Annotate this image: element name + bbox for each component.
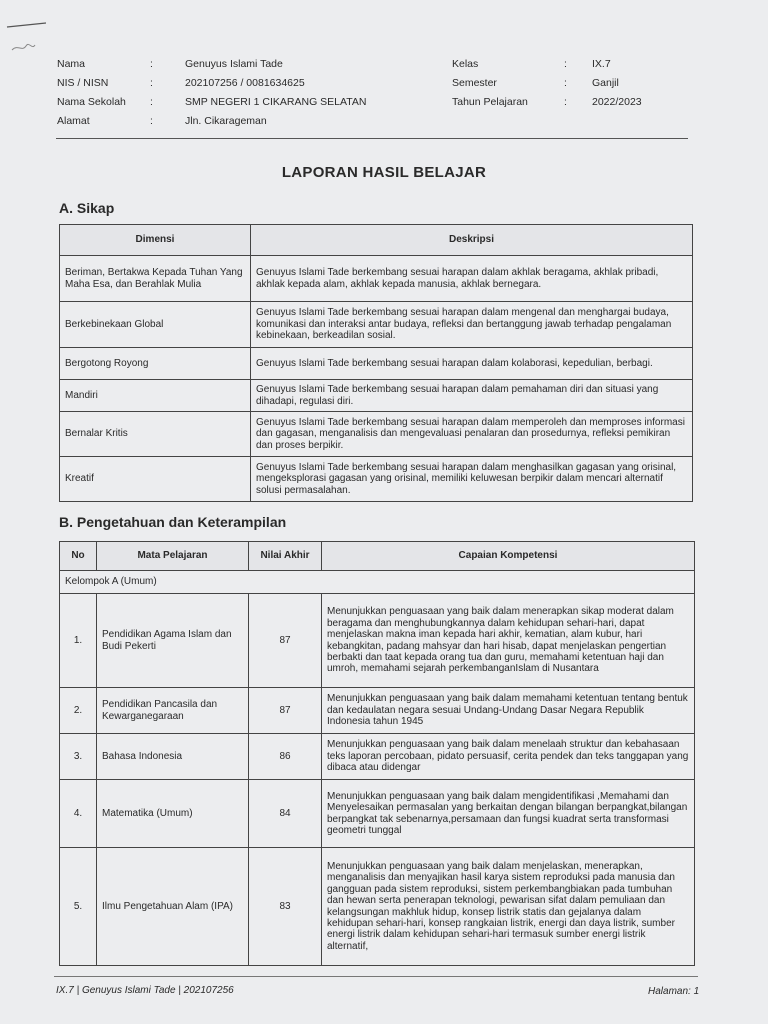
deskripsi-cell: Genuyus Islami Tade berkembang sesuai harapan dalam akhlak beragama, akhlak pribadi, akhlak kepada alam, akhlak kepada manusia, akhlak bernegara. [251, 256, 693, 302]
table-header-row [60, 225, 693, 256]
deskripsi-cell: Genuyus Islami Tade berkembang sesuai harapan dalam kolaborasi, kepedulian, berbagi. [251, 348, 693, 380]
table-row [60, 780, 695, 848]
capaian-cell: Menunjukkan penguasaan yang baik dalam memahami ketentuan tentang bentuk dan kedaulatan negara sesuai Undang-Undang Dasar Negara Republik Indonesia tahun 1945 [322, 688, 695, 734]
label-kelas: Kelas [452, 58, 479, 70]
column-header-dimensi: Dimensi [60, 225, 251, 256]
table-row [60, 457, 693, 502]
no-cell: 1. [60, 594, 97, 688]
dimensi-cell: Berkebinekaan Global [60, 302, 251, 348]
label-nama: Nama [57, 58, 86, 70]
value-kelas: IX.7 [592, 58, 611, 70]
table-row [60, 688, 695, 734]
column-header-deskripsi: Deskripsi [251, 225, 693, 256]
label-semester: Semester [452, 77, 497, 89]
nilai-cell: 84 [249, 780, 322, 848]
deskripsi-cell: Genuyus Islami Tade berkembang sesuai harapan dalam menghasilkan gagasan yang orisinal, mengeksplorasi gagasan yang orisinal, memiliki keluwesan berpikir dalam mencari alternatif solusi permasalahan. [251, 457, 693, 502]
deskripsi-cell: Genuyus Islami Tade berkembang sesuai harapan dalam mengenal dan menghargai budaya, komunikasi dan interaksi antar budaya, refleksi dan bertanggung jawab terhadap pengalaman kebinekaan, berkeadilan sosial. [251, 302, 693, 348]
no-cell: 5. [60, 848, 97, 966]
colon: : [564, 58, 567, 70]
value-nis: 202107256 / 0081634625 [185, 77, 305, 89]
footer-page-number: Halaman: 1 [648, 986, 700, 997]
table-row [60, 594, 695, 688]
column-header-mata-pelajaran: Mata Pelajaran [97, 542, 249, 571]
table-row [60, 412, 693, 457]
colon: : [150, 96, 153, 108]
deskripsi-cell: Genuyus Islami Tade berkembang sesuai harapan dalam pemahaman diri dan situasi yang dihadapi, regulasi diri. [251, 380, 693, 412]
dimensi-cell: Bernalar Kritis [60, 412, 251, 457]
capaian-cell: Menunjukkan penguasaan yang baik dalam mengidentifikasi ,Memahami dan Menyelesaikan permasalan yang berkaitan dengan bilangan berpangkat,bilangan berpangkat tak sebenarnya,persamaan dan fungsi kuadrat serta transformasi geometri tunggal [322, 780, 695, 848]
colon: : [150, 115, 153, 127]
table-header-row [60, 542, 695, 571]
no-cell: 2. [60, 688, 97, 734]
colon: : [564, 96, 567, 108]
column-header-no: No [60, 542, 97, 571]
no-cell: 3. [60, 734, 97, 780]
dimensi-cell: Kreatif [60, 457, 251, 502]
label-alamat: Alamat [57, 115, 90, 127]
table-row [60, 734, 695, 780]
no-cell: 4. [60, 780, 97, 848]
mapel-cell: Bahasa Indonesia [97, 734, 249, 780]
table-row [60, 380, 693, 412]
column-header-nilai-akhir: Nilai Akhir [249, 542, 322, 571]
group-row [60, 571, 695, 594]
capaian-cell: Menunjukkan penguasaan yang baik dalam menelaah struktur dan kebahasaan teks laporan percobaan, pidato persuasif, cerita pendek dan teks tanggapan yang dibaca atau didengar [322, 734, 695, 780]
footer-divider [54, 976, 698, 977]
value-tahun-pelajaran: 2022/2023 [592, 96, 642, 108]
column-header-capaian-kompetensi: Capaian Kompetensi [322, 542, 695, 571]
section-pengetahuan-heading: B. Pengetahuan dan Keterampilan [59, 514, 287, 530]
header-divider [56, 138, 688, 139]
colon: : [150, 58, 153, 70]
value-nama: Genuyus Islami Tade [185, 58, 283, 70]
dimensi-cell: Mandiri [60, 380, 251, 412]
table-row [60, 302, 693, 348]
value-alamat: Jln. Cikarageman [185, 115, 267, 127]
section-sikap-heading: A. Sikap [59, 200, 115, 216]
mapel-cell: Ilmu Pengetahuan Alam (IPA) [97, 848, 249, 966]
colon: : [150, 77, 153, 89]
label-tahun-pelajaran: Tahun Pelajaran [452, 96, 528, 108]
nilai-cell: 86 [249, 734, 322, 780]
nilai-cell: 83 [249, 848, 322, 966]
nilai-cell: 87 [249, 688, 322, 734]
value-sekolah: SMP NEGERI 1 CIKARANG SELATAN [185, 96, 367, 108]
value-semester: Ganjil [592, 77, 619, 89]
group-label: Kelompok A (Umum) [60, 571, 695, 594]
mapel-cell: Pendidikan Pancasila dan Kewarganegaraan [97, 688, 249, 734]
capaian-cell: Menunjukkan penguasaan yang baik dalam menerapkan sikap moderat dalam beragama dan menghubungkannya dalam kehidupan sehari-hari, dapat menjelaskan makna iman kepada hari akhir, kematian, alam kubur, hari kebangkitan, padang mahsyar dan hari hisab, dapat menjelaskan pengertian berbakti dan taat kepada orang tua dan guru, memahami ketentuan haji dan umroh, memahami sejarah perkembanganIslam di Nusantara [322, 594, 695, 688]
nilai-cell: 87 [249, 594, 322, 688]
label-sekolah: Nama Sekolah [57, 96, 126, 108]
footer-student-info: IX.7 | Genuyus Islami Tade | 202107256 [56, 985, 234, 996]
mapel-cell: Pendidikan Agama Islam dan Budi Pekerti [97, 594, 249, 688]
label-nis: NIS / NISN [57, 77, 109, 89]
capaian-cell: Menunjukkan penguasaan yang baik dalam menjelaskan, menerapkan, menganalisis dan menyajikan hasil karya sistem reproduksi pada manusia dan gangguan pada sistem reproduksi, sistem perkembangbiakan pada tumbuhan dan hewan serta penerapan teknologi, pewarisan sifat dalam pemuliaan dan kelangsungan makhluk hidup, konsep listrik statis dan gejalanya dalam kehidupan sehari-hari, konsep rangkaian listrik, energi dan daya listrik, sumber energi listrik dalam kehidupan sehari-hari termasuk sumber energi listrik alternatif, [322, 848, 695, 966]
pen-scribble-mark [4, 10, 46, 54]
table-row [60, 348, 693, 380]
table-row [60, 848, 695, 966]
deskripsi-cell: Genuyus Islami Tade berkembang sesuai harapan dalam memperoleh dan memproses informasi dan gagasan, menganalisis dan mengevaluasi penalaran dan prosedurnya, refleksi pemikiran dan proses berpikir. [251, 412, 693, 457]
pengetahuan-table [59, 541, 695, 966]
sikap-table [59, 224, 693, 502]
table-row [60, 256, 693, 302]
colon: : [564, 77, 567, 89]
dimensi-cell: Beriman, Bertakwa Kepada Tuhan Yang Maha Esa, dan Berahlak Mulia [60, 256, 251, 302]
dimensi-cell: Bergotong Royong [60, 348, 251, 380]
report-title: LAPORAN HASIL BELAJAR [281, 164, 487, 181]
mapel-cell: Matematika (Umum) [97, 780, 249, 848]
